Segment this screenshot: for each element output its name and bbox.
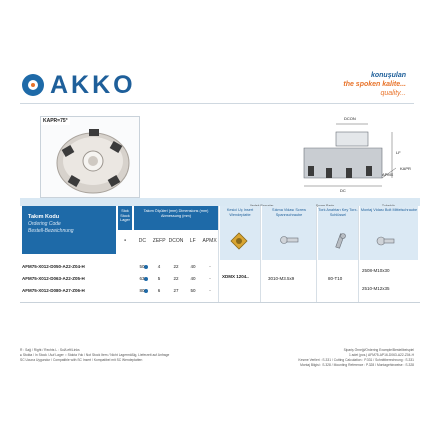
row-dcon: 22 — [173, 264, 179, 269]
row-code: AFM75-X012-D050-A22-Z04-H — [22, 264, 85, 269]
dimension-column-labels — [134, 238, 218, 248]
row-lf: 40 — [190, 264, 196, 269]
dimensions-header: Takım Ölçüleri (mm) Dimensions (mm) Abmessung (mm) — [134, 206, 218, 230]
header-divider — [20, 103, 414, 104]
row-code: AFM75-X012-D063-A22-Z05-H — [22, 276, 85, 281]
insert-header: Kesici Uç Insert Wendeplatte — [220, 206, 260, 260]
row-zefp: 6 — [157, 288, 161, 293]
row-dc: 50 — [139, 264, 145, 269]
col-dcon: DCON — [168, 238, 184, 244]
footnote-ordering-example: Sipariş Örneği/Ordering Example/Bestellbeispiel — [343, 348, 414, 352]
row-code: AFM75-X012-D080-A27-Z06-H — [22, 288, 85, 293]
row-apmx: - — [209, 288, 211, 293]
bolt-code-1: 2508-M10x30 — [362, 268, 390, 273]
tagline-3: quality... — [380, 90, 406, 97]
row-dc: 80 — [139, 288, 145, 293]
diagram-label-dcon: DCON — [344, 116, 356, 121]
screw-header: Sıkma Vidası Screw Spannschraube — [262, 206, 316, 260]
row-dcon: 27 — [173, 288, 179, 293]
footnote-compat: SC Ucuna Uygundur / Compatible with SC Insert / Kompatibel mit SC Wendeplatten — [20, 358, 143, 362]
stock-column-label: ● — [123, 238, 127, 242]
row-lf: 40 — [190, 276, 196, 281]
column-divider — [260, 206, 261, 302]
stock-header: Stok Stock Lager — [118, 206, 132, 230]
technical-diagram — [296, 114, 418, 196]
column-divider — [316, 206, 317, 302]
col-zefp: ZEFP — [152, 238, 166, 244]
bolt-header: Montaj Vidası Bolt Mittelschraube — [360, 206, 418, 260]
tagline-2: the spoken kalite... — [343, 81, 406, 88]
key-code: 80-T10 — [328, 276, 343, 281]
torx-key-icon — [332, 232, 348, 250]
insert-code: XDMX 1204.. — [222, 274, 249, 279]
diagram-label-lf: LF — [396, 150, 401, 155]
ordering-code-title-en: Ordering Code — [28, 221, 61, 227]
footnote-stock: ● Stokta / In Stock / Auf Lager ○ Stokta Yok / Not Stock Item / Nicht Lagermäßig, Lieferzeit auf Anfrage — [20, 353, 170, 357]
product-photo — [40, 116, 140, 198]
column-divider — [218, 206, 219, 302]
insert-icon — [228, 230, 250, 252]
row-lf: 50 — [190, 288, 196, 293]
tagline-1: konuşulan — [370, 72, 406, 79]
table-bottom-rule — [20, 302, 420, 303]
ordering-code-title: Takım Kodu — [28, 214, 60, 220]
row-apmx: - — [209, 276, 211, 281]
bolt-icon — [376, 232, 396, 250]
diagram-label-kapr: KAPR — [400, 166, 411, 171]
row-apmx: - — [209, 264, 211, 269]
col-lf: LF — [189, 238, 196, 244]
footnote-mounting: Montaj Bilgisi : S.328 / Mounting Reference : P.328 / Montagehinweise : S.328 — [300, 363, 414, 367]
bolt-code-2: 2510-M12x35 — [362, 286, 390, 291]
screw-icon — [280, 232, 300, 248]
diagram-label-apmx: APMX — [382, 172, 394, 177]
akko-logo-icon — [22, 74, 44, 96]
ordering-code-title-de: Bestell-Bezeichnung — [28, 228, 74, 234]
milling-cutter-icon — [41, 117, 141, 199]
row-dc: 63 — [139, 276, 145, 281]
kapr-label: KAPR=75° — [43, 118, 68, 124]
col-apmx: APMX — [202, 238, 217, 244]
key-header: Tork Anahtarı Key Torx-Schlüssel — [318, 206, 358, 260]
footnote-direction: R : Sağ / Right / Rechts L : Sol/Left/Links — [20, 348, 80, 352]
footnote-cutting: Kesme Verileri : S.331 / Cutting Calculation : P.331 / Schnittberechnung : S.331 — [298, 358, 414, 362]
ordering-code-header — [22, 206, 116, 254]
brand-name: AKKO — [50, 71, 136, 99]
col-dc: DC — [138, 238, 147, 244]
footnote-ordering-code: 1 adet (pcs.) AFM75-AP16-D063-A22-Z04-H — [348, 353, 414, 357]
row-dcon: 22 — [173, 276, 179, 281]
screw-code: 3010-M3.5x9 — [268, 276, 295, 281]
diagram-label-dc: DC — [340, 188, 346, 193]
row-zefp: 5 — [157, 276, 161, 281]
column-divider — [358, 206, 359, 302]
row-zefp: 4 — [157, 264, 161, 269]
